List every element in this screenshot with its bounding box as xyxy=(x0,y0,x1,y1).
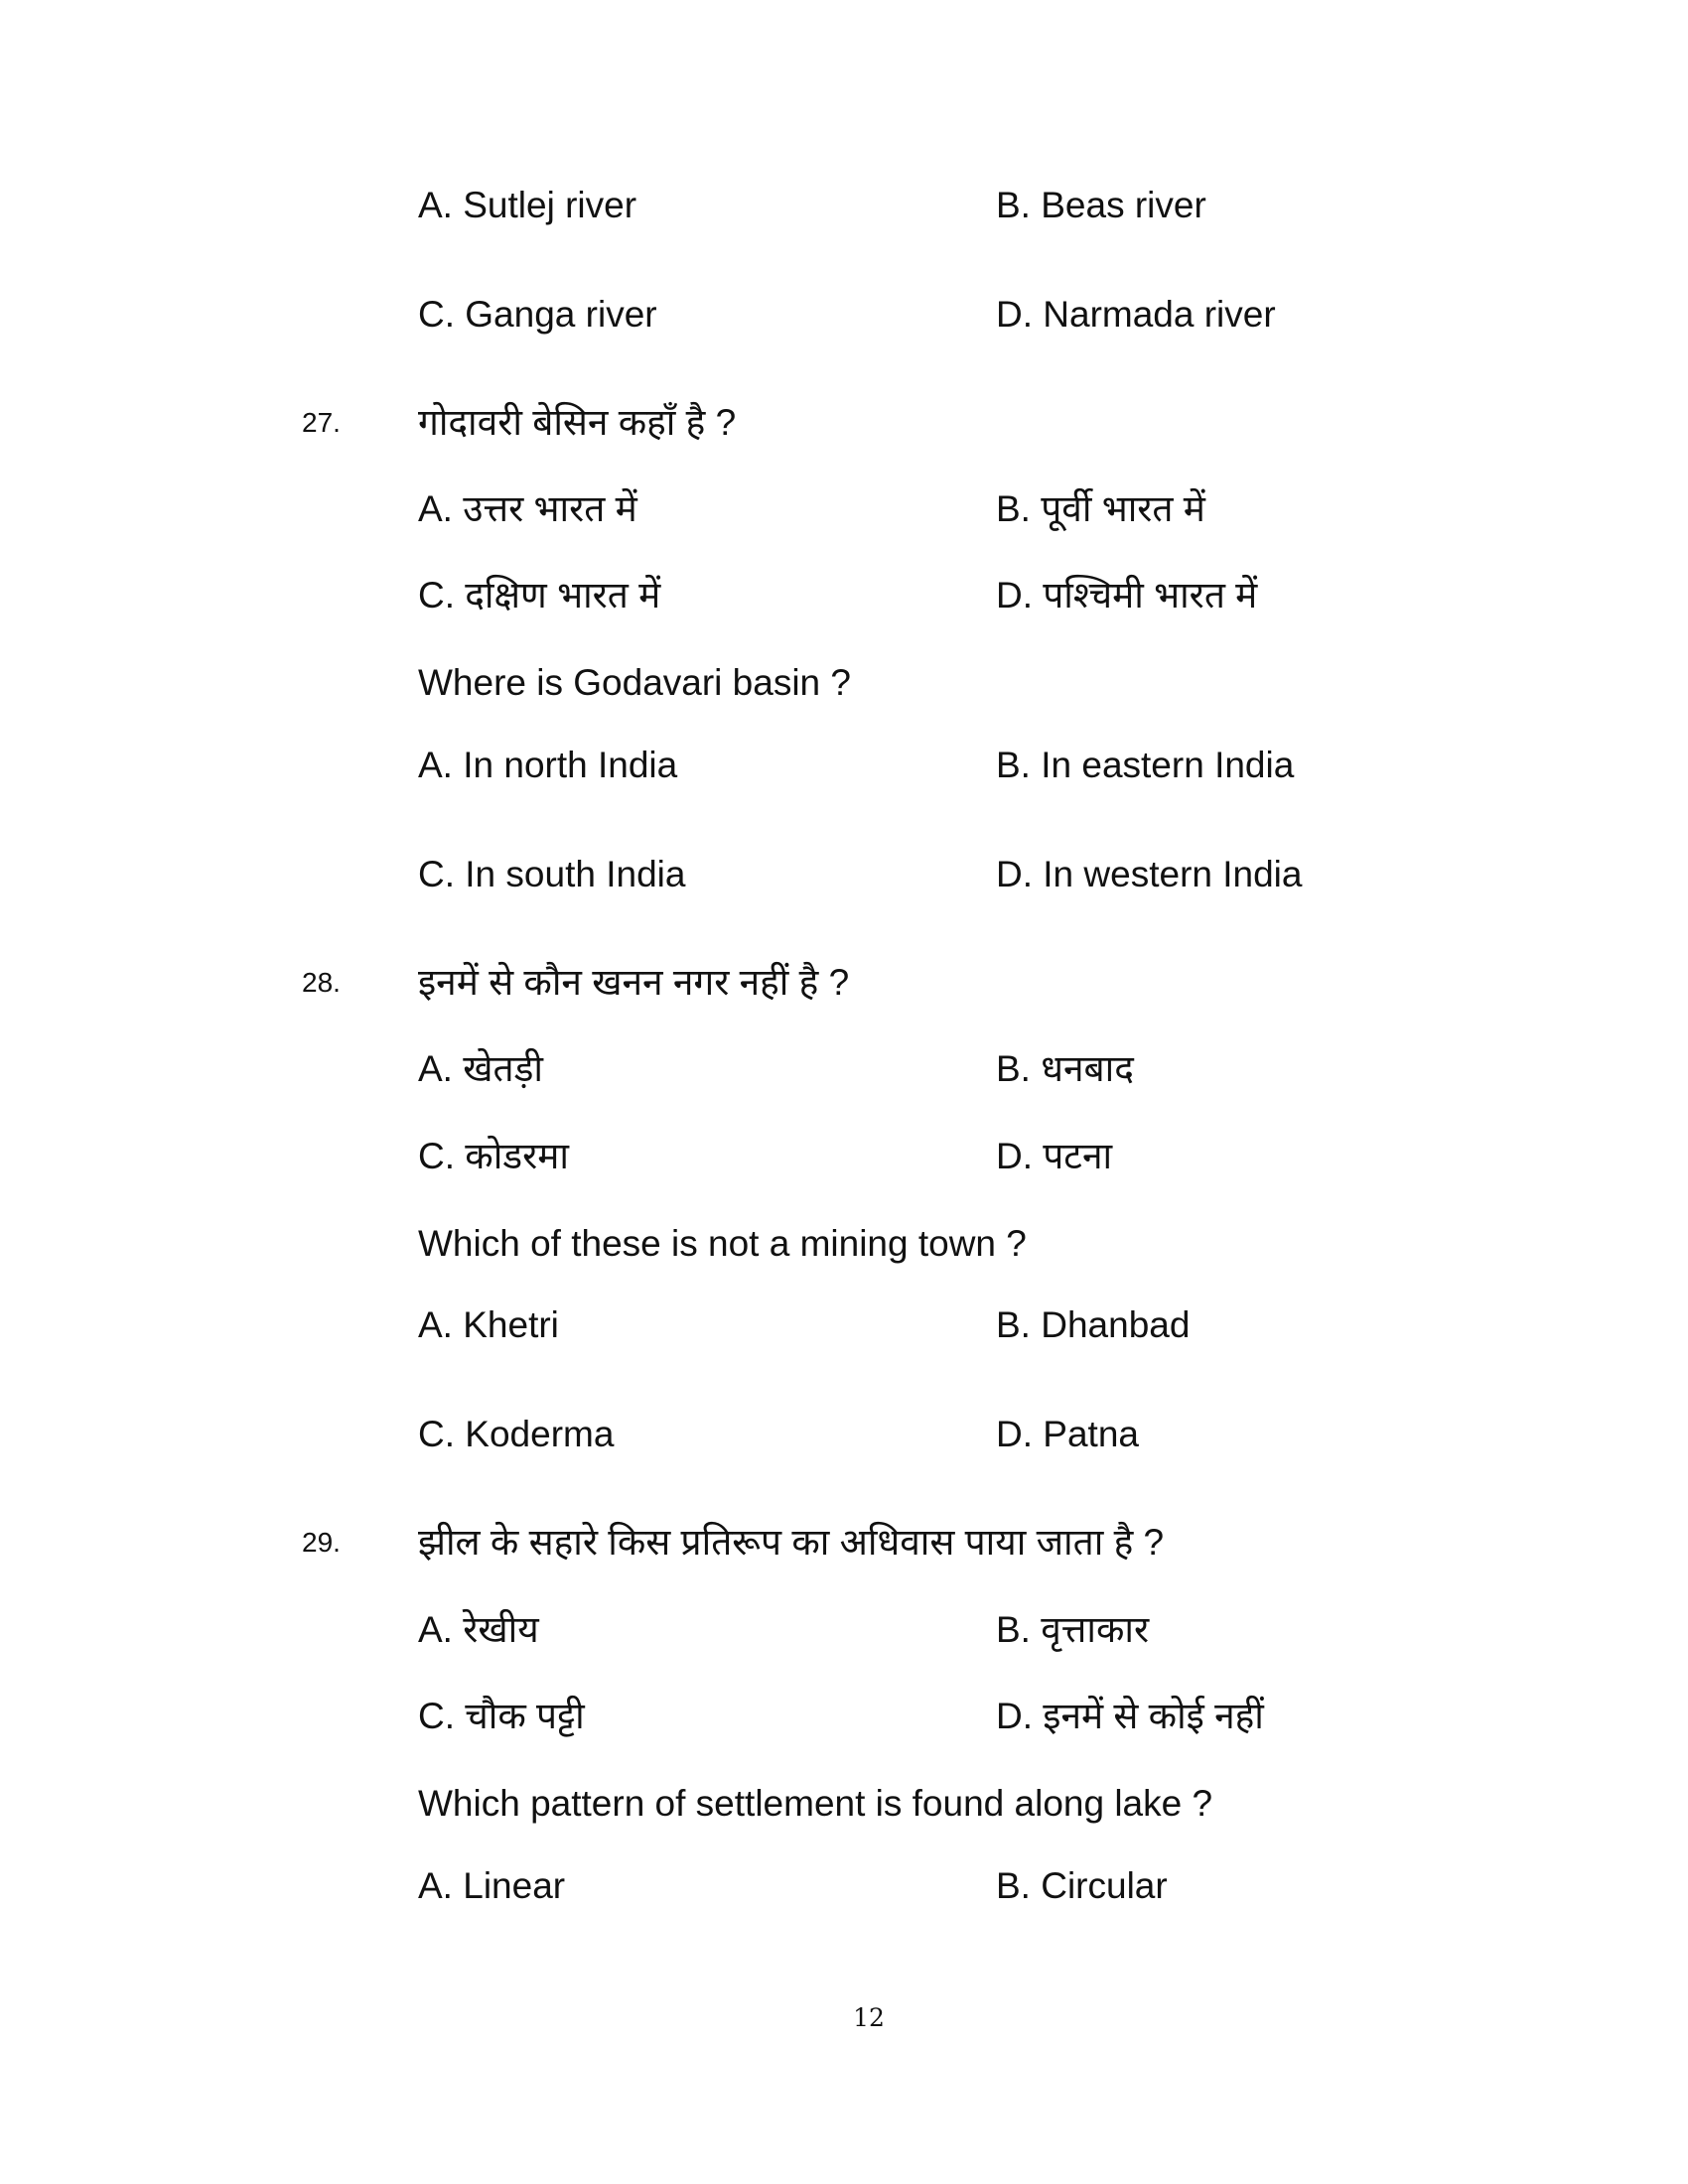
hindi-option-d: D. पश्चिमी भारत में xyxy=(996,575,1258,615)
english-option-b: B. In eastern India xyxy=(996,745,1295,785)
hindi-option-c: C. चौक पट्टी xyxy=(418,1696,585,1736)
english-question: Which of these is not a mining town ? xyxy=(418,1223,1027,1264)
page-number: 12 xyxy=(853,2003,885,2032)
english-question: Which pattern of settlement is found along lake ? xyxy=(418,1783,1213,1824)
english-option-b: B. Circular xyxy=(996,1865,1168,1906)
hindi-option-d: D. इनमें से कोई नहीं xyxy=(996,1696,1264,1736)
hindi-option-d: D. पटना xyxy=(996,1136,1113,1176)
question-number: 28. xyxy=(302,967,341,998)
option-b: B. Beas river xyxy=(996,185,1206,225)
question-number: 29. xyxy=(302,1527,341,1558)
english-option-c: C. Koderma xyxy=(418,1414,615,1454)
english-option-d: D. Patna xyxy=(996,1414,1139,1454)
english-option-a: A. Linear xyxy=(418,1865,566,1906)
hindi-option-a: A. रेखीय xyxy=(418,1609,539,1650)
hindi-option-b: B. पूर्वी भारत में xyxy=(996,488,1205,529)
english-option-c: C. In south India xyxy=(418,854,686,894)
hindi-option-c: C. दक्षिण भारत में xyxy=(418,575,661,615)
hindi-question: झील के सहारे किस प्रतिरूप का अधिवास पाया जाता है ? xyxy=(418,1522,1165,1563)
english-option-b: B. Dhanbad xyxy=(996,1304,1191,1345)
option-d: D. Narmada river xyxy=(996,294,1276,335)
hindi-option-b: B. धनबाद xyxy=(996,1048,1134,1089)
option-a: A. Sutlej river xyxy=(418,185,637,225)
english-option-a: A. Khetri xyxy=(418,1304,559,1345)
question-number: 27. xyxy=(302,407,341,438)
hindi-option-b: B. वृत्ताकार xyxy=(996,1609,1150,1650)
hindi-question: गोदावरी बेसिन कहाँ है ? xyxy=(418,402,737,443)
hindi-option-a: A. खेतड़ी xyxy=(418,1048,543,1089)
option-c: C. Ganga river xyxy=(418,294,657,335)
hindi-option-c: C. कोडरमा xyxy=(418,1136,569,1176)
english-question: Where is Godavari basin ? xyxy=(418,662,851,703)
english-option-a: A. In north India xyxy=(418,745,678,785)
english-option-d: D. In western India xyxy=(996,854,1303,894)
hindi-option-a: A. उत्तर भारत में xyxy=(418,488,637,529)
hindi-question: इनमें से कौन खनन नगर नहीं है ? xyxy=(418,962,850,1003)
